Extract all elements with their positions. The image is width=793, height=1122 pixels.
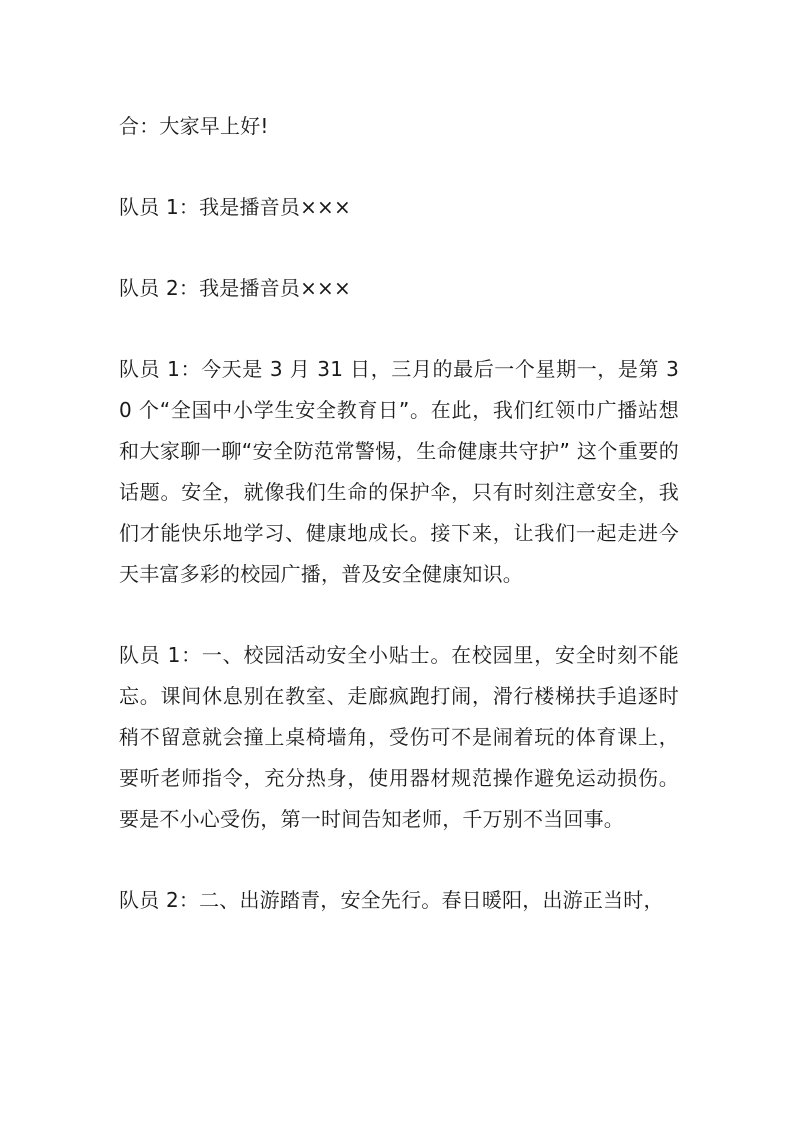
paragraph-announcer-2-intro: 队员 2：我是播音员××× — [119, 276, 351, 300]
paragraph-greeting: 合：大家早上好! — [119, 114, 269, 138]
document-body — [119, 106, 679, 921]
paragraph-campus-safety-tips: 队员 1：一、校园活动安全小贴士。在校园里，安全时刻不能忘。课间休息别在教室、走廊疯跑打闹，滑行楼梯扶手追逐时稍不留意就会撞上桌椅墙角，受伤可不是闹着玩的体育课上，要听老师指令，充分热身，使用器材规范操作避免运动损伤。要是不小心受伤，第一时间告知老师，千万别不当回事。 — [119, 643, 679, 831]
paragraph-safety-day-opening: 队员 1：今天是 3 月 31 日，三月的最后一个星期一，是第 30 个“全国中小学生安全教育日”。在此，我们红领巾广播站想和大家聊一聊“安全防范常警惕，生命健康共守护” 这个重要的话题。安全，就像我们生命的保护伞，只有时刻注意安全，我们才能快乐地学习、健康地成长。接下来，让我们一起走进今天丰富多彩的校园广播，普及安全健康知识。 — [119, 357, 679, 586]
paragraph-outing-safety: 队员 2：二、出游踏青，安全先行。春日暖阳，出游正当时， — [119, 888, 664, 912]
paragraph-announcer-1-intro: 队员 1：我是播音员××× — [119, 195, 351, 219]
